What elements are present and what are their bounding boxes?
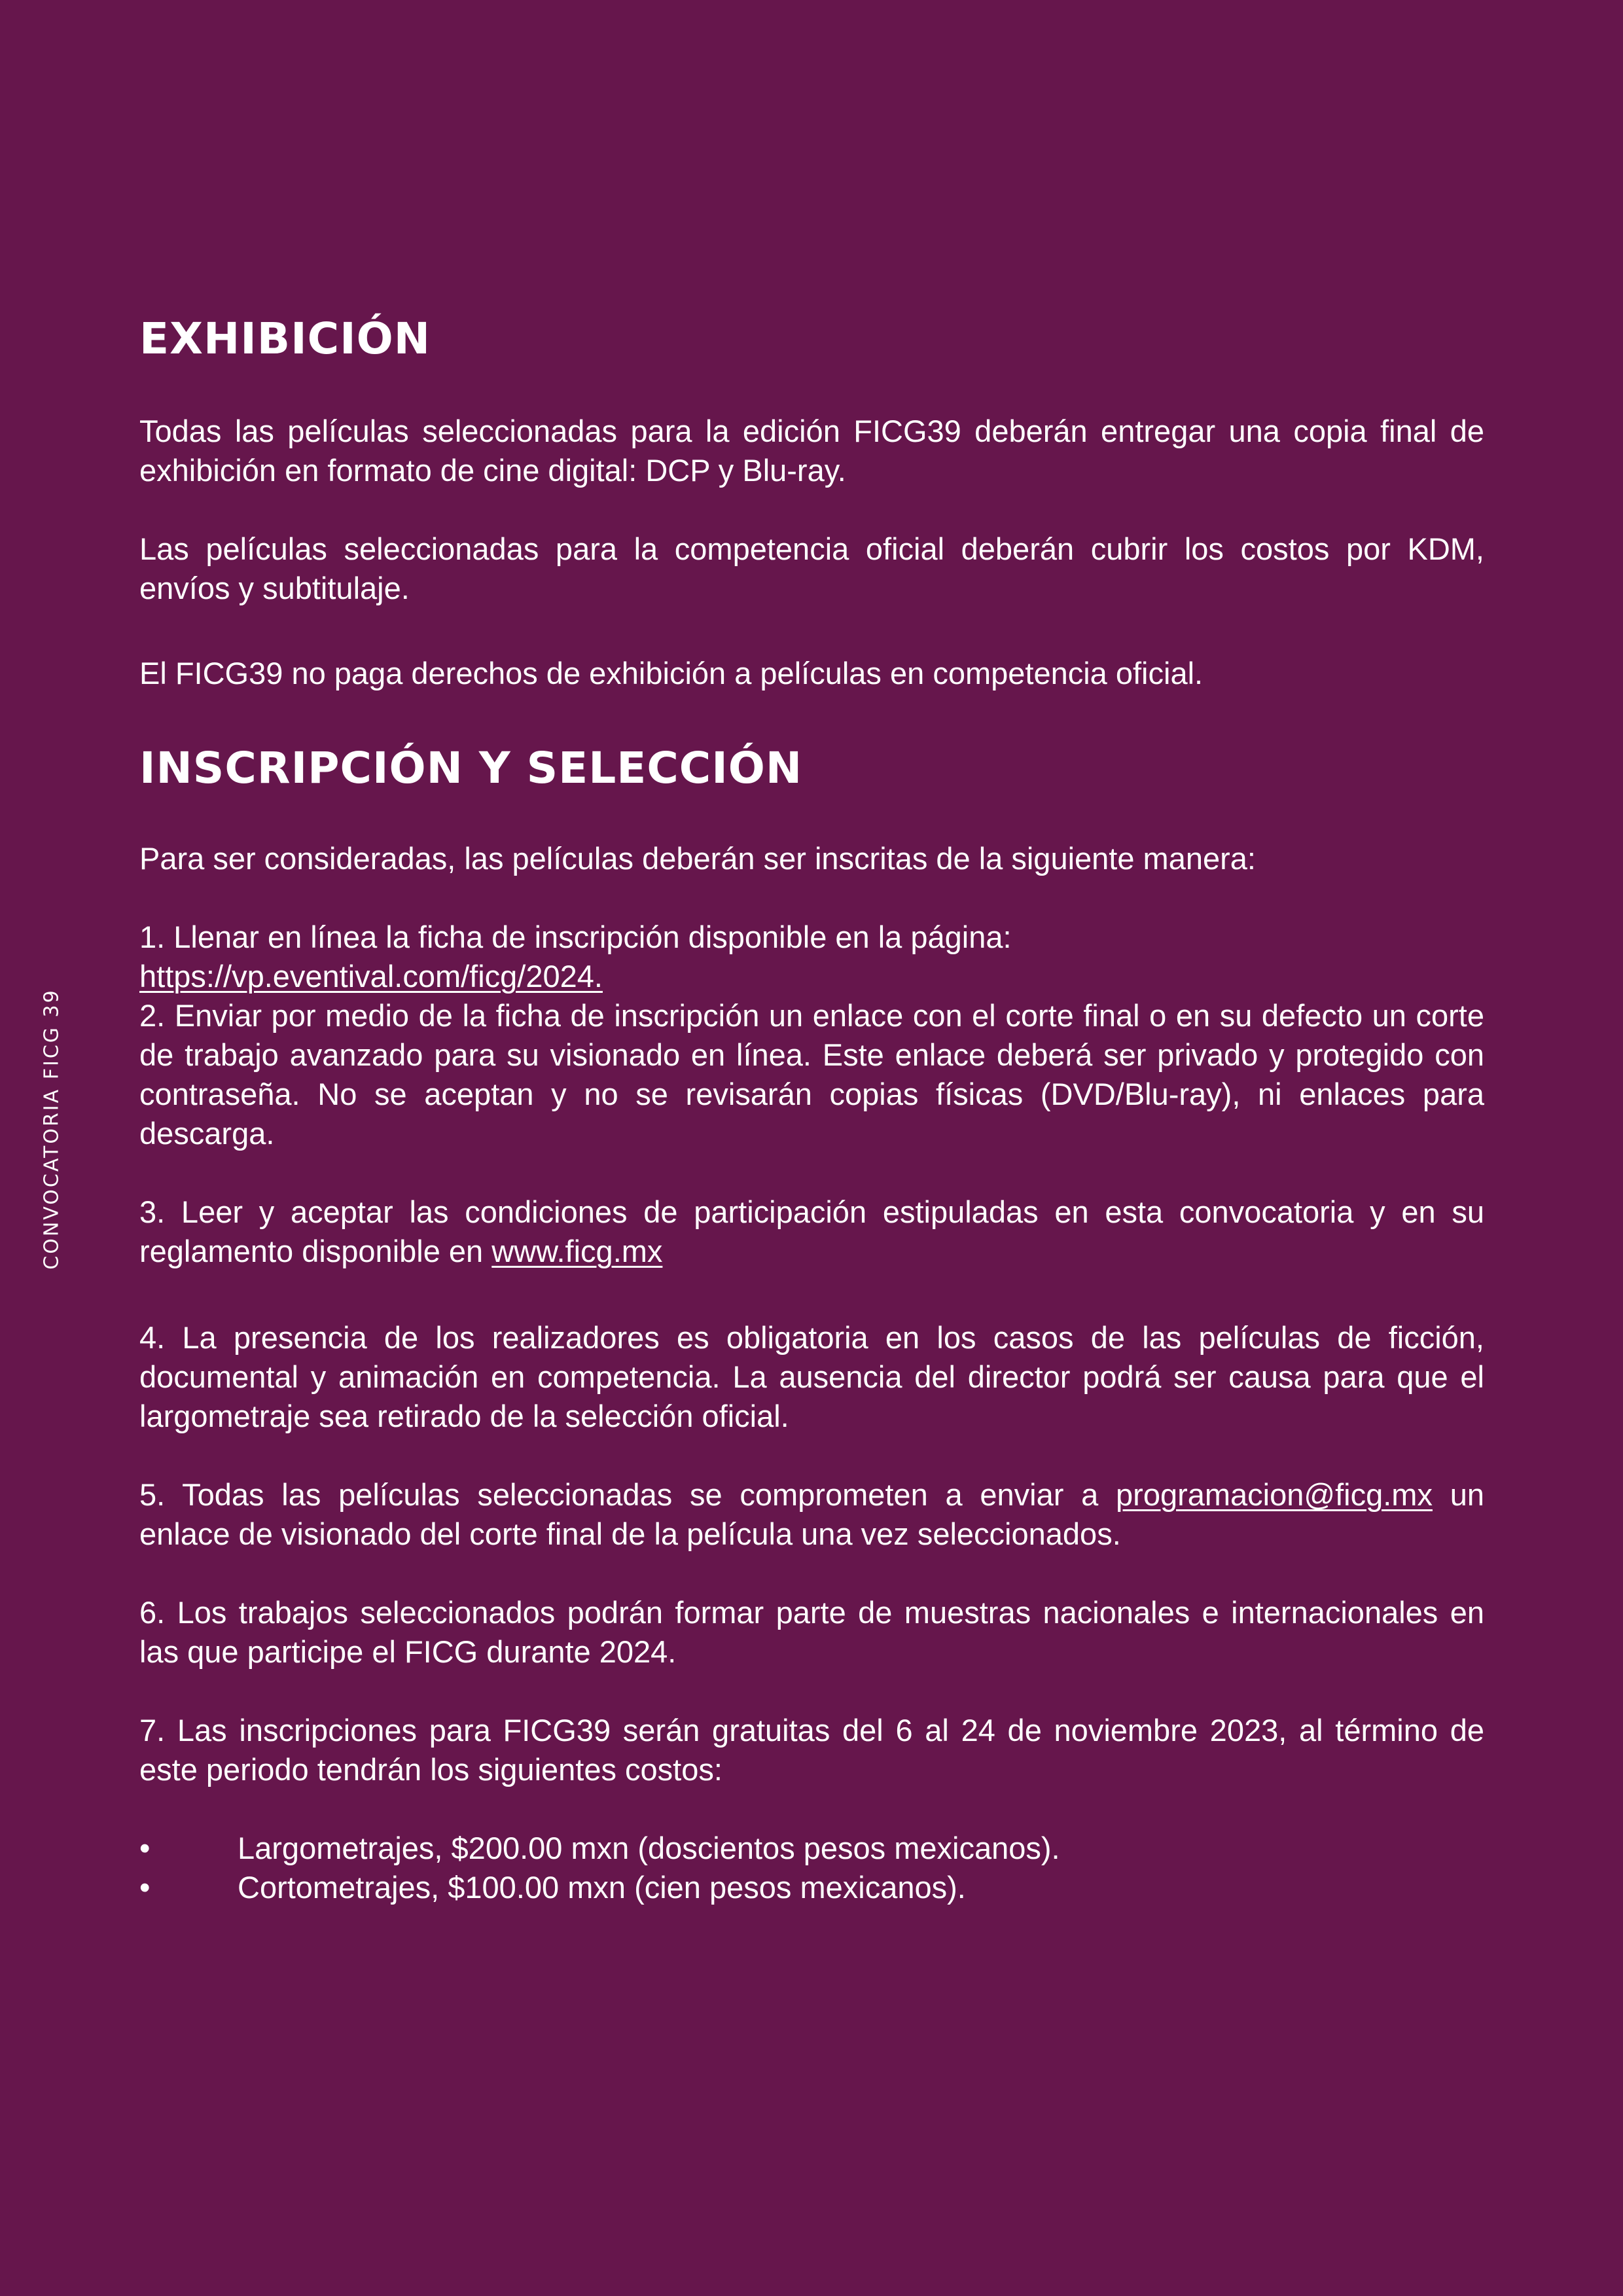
bullet-marker: • <box>139 1831 151 1865</box>
bullet-item-largometrajes <box>139 1829 1060 1868</box>
list-item-5 <box>139 1475 1484 1554</box>
list-item-5-text-before: 5. Todas las películas seleccionadas se comprometen a enviar a <box>139 1477 1099 1512</box>
programacion-email-link[interactable]: programacion@ficg.mx <box>1116 1477 1433 1512</box>
list-item-1 <box>139 918 1484 996</box>
bullet-marker: • <box>139 1870 151 1905</box>
side-label: CONVOCATORIA FICG 39 <box>40 988 63 1270</box>
ficg-website-link[interactable]: www.ficg.mx <box>491 1234 663 1268</box>
list-item-2: 2. Enviar por medio de la ficha de inscripción un enlace con el corte final o en su defecto un corte de trabajo avanzado para su visionado en línea. Este enlace deberá ser privado y protegido con contraseña. No se aceptan y no se revisarán copias físicas (DVD/Blu-ray), ni enlaces para descarga. <box>139 998 1484 1151</box>
list-item-7: 7. Las inscripciones para FICG39 serán gratuitas del 6 al 24 de noviembre 2023, al término de este periodo tendrán los siguientes costos: <box>139 1713 1484 1787</box>
bullet-text-cortometrajes: Cortometrajes, $100.00 mxn (cien pesos mexicanos). <box>238 1870 966 1905</box>
list-item-5-text-after: un enlace de visionado del corte final de la película una vez seleccionados. <box>139 1477 1485 1551</box>
list-item-3 <box>139 1193 1484 1271</box>
list-item-6: 6. Los trabajos seleccionados podrán formar parte de muestras nacionales e internacionales en las que participe el FICG durante 2024. <box>139 1595 1484 1669</box>
bullet-item-cortometrajes <box>139 1868 966 1907</box>
paragraph-intro: Para ser consideradas, las películas deberán ser inscritas de la siguiente manera: <box>139 841 1256 876</box>
heading-exhibicion: EXHIBICIÓN <box>139 314 431 364</box>
paragraph-exhibicion-1: Todas las películas seleccionadas para la edición FICG39 deberán entregar una copia final de exhibición en formato de cine digital: DCP y Blu-ray. <box>139 414 1484 488</box>
list-item-4: 4. La presencia de los realizadores es obligatoria en los casos de las películas de ficción, documental y animación en competencia. La ausencia del director podrá ser causa para que el largometraje sea retirado de la selección oficial. <box>139 1320 1484 1433</box>
paragraph-exhibicion-2: Las películas seleccionadas para la competencia oficial deberán cubrir los costos por KDM, envíos y subtitulaje. <box>139 531 1484 605</box>
paragraph-exhibicion-3: El FICG39 no paga derechos de exhibición a películas en competencia oficial. <box>139 656 1204 691</box>
heading-inscripcion: INSCRIPCIÓN Y SELECCIÓN <box>139 743 803 793</box>
list-item-3-text: 3. Leer y aceptar las condiciones de participación estipuladas en esta convocatoria y en su reglamento disponible en <box>139 1194 1484 1268</box>
list-item-1-text: 1. Llenar en línea la ficha de inscripción disponible en la página: <box>139 920 1012 954</box>
eventival-link[interactable]: https://vp.eventival.com/ficg/2024. <box>139 959 603 994</box>
bullet-text-largometrajes: Largometrajes, $200.00 mxn (doscientos pesos mexicanos). <box>238 1831 1060 1865</box>
